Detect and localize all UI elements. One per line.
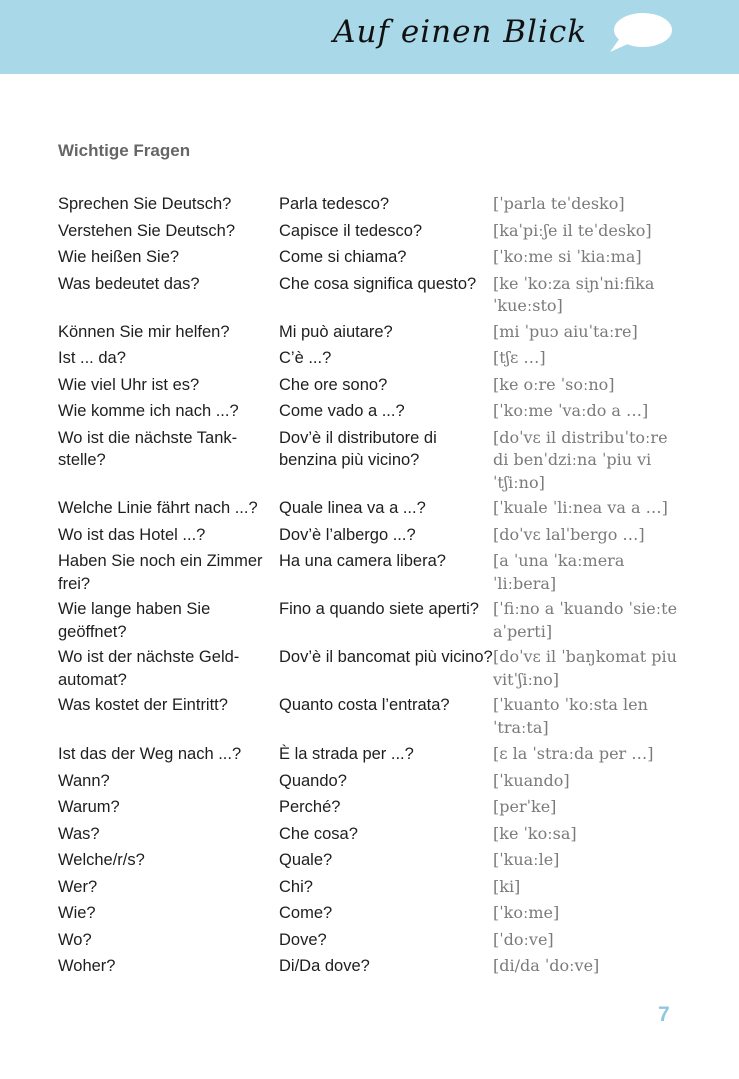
pronunciation: [kaˈpiːʃe il teˈdesko]: [493, 220, 652, 240]
german-phrase: Wie heißen Sie?: [58, 248, 180, 266]
german-phrase: Ist das der Weg nach ...?: [58, 745, 242, 763]
phrase-row: [58, 427, 678, 495]
italian-phrase: Dov’è l’albergo ...?: [279, 525, 416, 544]
phrase-row: [58, 347, 678, 370]
phrase-row: [58, 743, 678, 766]
phrase-row: [58, 902, 678, 925]
german-phrase: Welche/r/s?: [58, 851, 145, 869]
italian-phrase: Come?: [279, 904, 333, 922]
speech-bubble-icon: [606, 10, 674, 56]
phrase-row: [58, 400, 678, 423]
phrase-row: [58, 823, 678, 846]
german-phrase: Warum?: [58, 798, 120, 816]
pronunciation: [ˈkuale ˈliːnea va a …]: [493, 498, 668, 517]
german-phrase: Können Sie mir helfen?: [58, 322, 230, 341]
phrase-row: [58, 646, 678, 691]
german-phrase: Wo?: [58, 930, 92, 949]
pronunciation: [ˈkuando]: [493, 770, 570, 790]
italian-phrase: Come si chiama?: [279, 248, 407, 266]
pronunciation: [ke ˈkoːsa]: [493, 823, 577, 843]
pronunciation: [ˈkoːme ˈvaːdo a …]: [493, 401, 649, 420]
phrase-row: [58, 694, 678, 739]
pronunciation: [doˈvɛ lalˈbergo …]: [493, 524, 645, 544]
italian-phrase: Che cosa significa questo?: [279, 274, 477, 293]
pronunciation: [ɛ la ˈstraːda per …]: [493, 744, 654, 763]
phrase-row: [58, 929, 678, 952]
italian-phrase: È la strada per ...?: [279, 745, 414, 763]
german-phrase: Wie lange haben Sie geöffnet?: [58, 600, 211, 641]
pronunciation: [ˈfiːno a ˈkuando ˈsieːte aˈperti]: [493, 599, 678, 641]
pronunciation: [doˈvɛ il ˈbaŋkomat piu vitˈʃiːno]: [493, 647, 677, 689]
phrase-row: [58, 770, 678, 793]
phrase-row: [58, 955, 678, 978]
german-phrase: Wo ist die nächste Tank-stelle?: [58, 428, 238, 469]
section-title: Wichtige Fragen: [58, 141, 191, 160]
german-phrase: Wie?: [58, 904, 96, 922]
pronunciation: [ke ˈkoːza siɲˈniːfika ˈkueːsto]: [493, 273, 655, 315]
phrase-row: [58, 849, 678, 872]
pronunciation: [di/da ˈdoːve]: [493, 956, 600, 975]
italian-phrase: Che ore sono?: [279, 375, 388, 394]
italian-phrase: Capisce il tedesco?: [279, 221, 423, 240]
pronunciation: [ˈkuanto ˈkoːsta lenˈtraːta]: [493, 695, 648, 737]
phrase-row: [58, 524, 678, 547]
german-phrase: Ist ... da?: [58, 349, 126, 367]
italian-phrase: Parla tedesco?: [279, 195, 390, 213]
phrase-row: [58, 374, 678, 397]
german-phrase: Was?: [58, 824, 100, 843]
german-phrase: Sprechen Sie Deutsch?: [58, 195, 232, 213]
phrase-row: [58, 246, 678, 269]
phrase-row: [58, 876, 678, 899]
german-phrase: Was kostet der Eintritt?: [58, 696, 228, 714]
pronunciation: [tʃɛ …]: [493, 348, 546, 367]
header-banner: [0, 0, 739, 74]
german-phrase: Wer?: [58, 877, 98, 896]
phrase-table: [58, 193, 678, 982]
phrase-row: [58, 550, 678, 595]
pronunciation: [ˈdoːve]: [493, 929, 554, 949]
italian-phrase: Mi può aiutare?: [279, 322, 393, 341]
italian-phrase: Quanto costa l’entrata?: [279, 696, 450, 714]
german-phrase: Haben Sie noch ein Zimmer frei?: [58, 552, 263, 593]
italian-phrase: Quando?: [279, 771, 347, 790]
phrase-row: [58, 497, 678, 520]
pronunciation: [doˈvɛ il distribuˈtoːre di benˈdziːna ˈpiu viˈtʃiːno]: [493, 427, 668, 492]
italian-phrase: Come vado a ...?: [279, 402, 405, 420]
italian-phrase: Quale?: [279, 851, 333, 869]
phrase-row: [58, 796, 678, 819]
pronunciation: [ˈparla teˈdesko]: [493, 194, 625, 213]
german-phrase: Welche Linie fährt nach ...?: [58, 499, 258, 517]
german-phrase: Wie viel Uhr ist es?: [58, 375, 200, 394]
pronunciation: [a ˈuna ˈkaːmera ˈliːbera]: [493, 551, 625, 593]
german-phrase: Wie komme ich nach ...?: [58, 402, 239, 420]
pronunciation: [ˈkuaːle]: [493, 850, 560, 869]
italian-phrase: Dov’è il bancomat più vicino?: [279, 648, 493, 666]
german-phrase: Wann?: [58, 771, 110, 790]
italian-phrase: Perché?: [279, 798, 341, 816]
page-number: 7: [658, 1003, 670, 1026]
phrase-row: [58, 598, 678, 643]
pronunciation: [ˈkoːme]: [493, 903, 560, 922]
italian-phrase: C’è ...?: [279, 349, 332, 367]
german-phrase: Was bedeutet das?: [58, 274, 200, 293]
pronunciation: [mi ˈpuɔ aiuˈtaːre]: [493, 321, 638, 341]
italian-phrase: Chi?: [279, 877, 313, 896]
pronunciation: [perˈke]: [493, 797, 557, 816]
pronunciation: [ke oːre ˈsoːno]: [493, 374, 615, 394]
german-phrase: Verstehen Sie Deutsch?: [58, 221, 236, 240]
italian-phrase: Di/Da dove?: [279, 957, 370, 975]
italian-phrase: Quale linea va a ...?: [279, 499, 426, 517]
german-phrase: Woher?: [58, 957, 116, 975]
italian-phrase: Che cosa?: [279, 824, 358, 843]
phrase-row: [58, 193, 678, 216]
pronunciation: [ki]: [493, 876, 521, 896]
german-phrase: Wo ist das Hotel ...?: [58, 525, 206, 544]
italian-phrase: Fino a quando siete aperti?: [279, 600, 479, 618]
italian-phrase: Dov’è il distributore di benzina più vicino?: [279, 428, 437, 469]
german-phrase: Wo ist der nächste Geld-automat?: [58, 648, 240, 689]
italian-phrase: Ha una camera libera?: [279, 552, 446, 570]
italian-phrase: Dove?: [279, 930, 327, 949]
phrase-row: [58, 220, 678, 243]
pronunciation: [ˈkoːme si ˈkiaːma]: [493, 247, 642, 266]
phrase-row: [58, 273, 678, 318]
phrase-row: [58, 321, 678, 344]
page-title: Auf einen Blick: [333, 14, 587, 50]
